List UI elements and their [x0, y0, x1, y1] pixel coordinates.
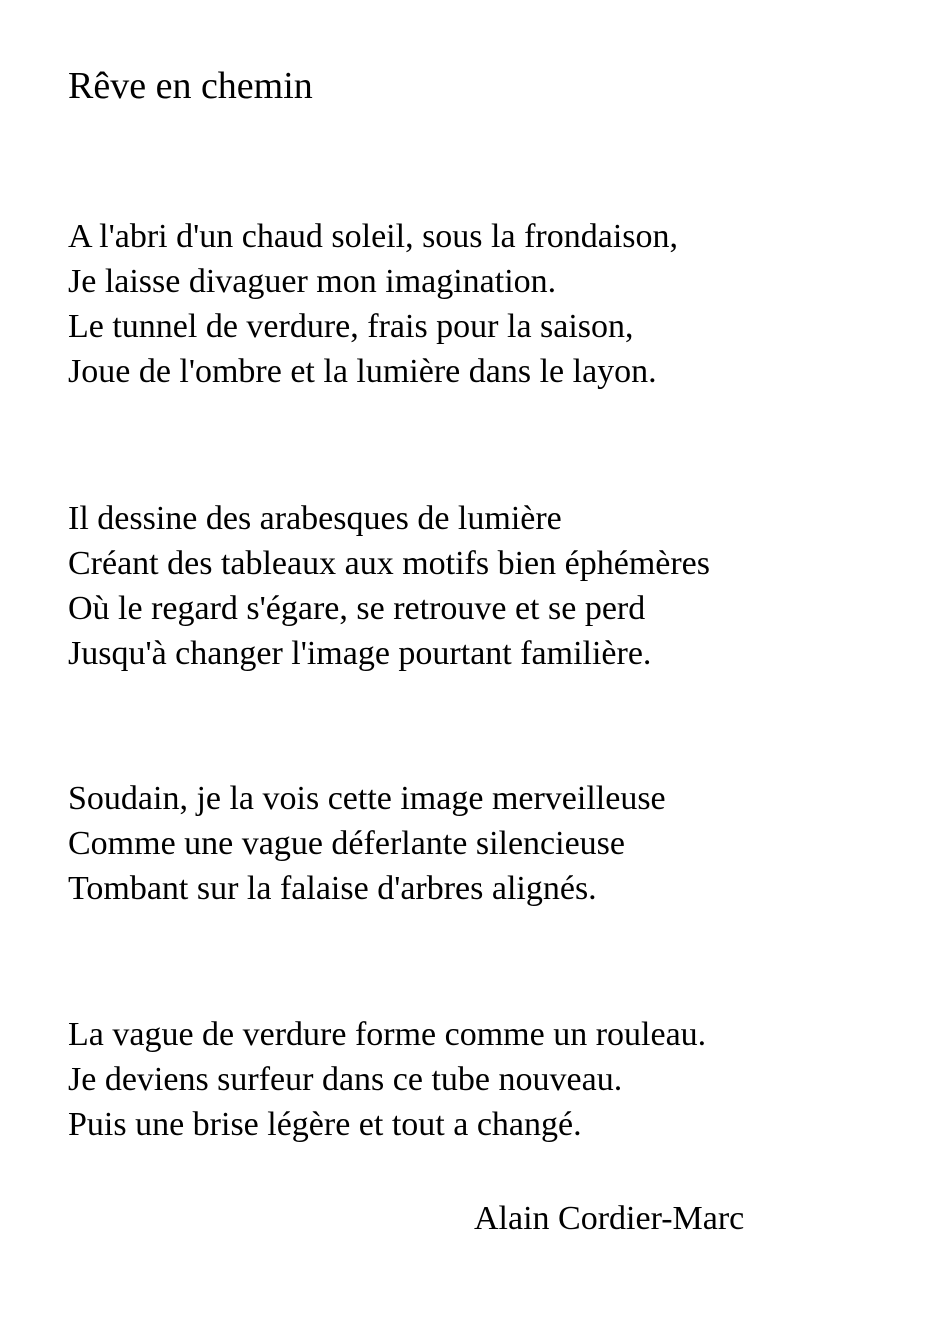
poem-line: A l'abri d'un chaud soleil, sous la frondaison, — [68, 218, 678, 255]
poem-line: Je laisse divaguer mon imagination. — [68, 263, 557, 300]
poem-line: Tombant sur la falaise d'arbres alignés. — [68, 870, 597, 907]
stanza-3 — [68, 776, 666, 911]
poem-line: Joue de l'ombre et la lumière dans le layon. — [68, 353, 657, 390]
stanza-4 — [68, 1012, 706, 1147]
stanza-1 — [68, 214, 678, 394]
poem-line: Soudain, je la vois cette image merveilleuse — [68, 780, 666, 817]
poem-title: Rêve en chemin — [68, 65, 313, 107]
poem-line: Je deviens surfeur dans ce tube nouveau. — [68, 1061, 623, 1098]
stanza-2 — [68, 496, 710, 676]
poem-line: Jusqu'à changer l'image pourtant familière. — [68, 635, 652, 672]
poem-line: La vague de verdure forme comme un rouleau. — [68, 1016, 707, 1053]
poem-line: Comme une vague déferlante silencieuse — [68, 825, 625, 862]
poem-line: Le tunnel de verdure, frais pour la saison, — [68, 308, 634, 345]
poem-line: Où le regard s'égare, se retrouve et se perd — [68, 590, 646, 627]
poem-line: Puis une brise légère et tout a changé. — [68, 1106, 582, 1143]
poem-author: Alain Cordier-Marc — [474, 1200, 745, 1237]
poem-line: Créant des tableaux aux motifs bien éphémères — [68, 545, 710, 582]
poem-line: Il dessine des arabesques de lumière — [68, 500, 562, 537]
